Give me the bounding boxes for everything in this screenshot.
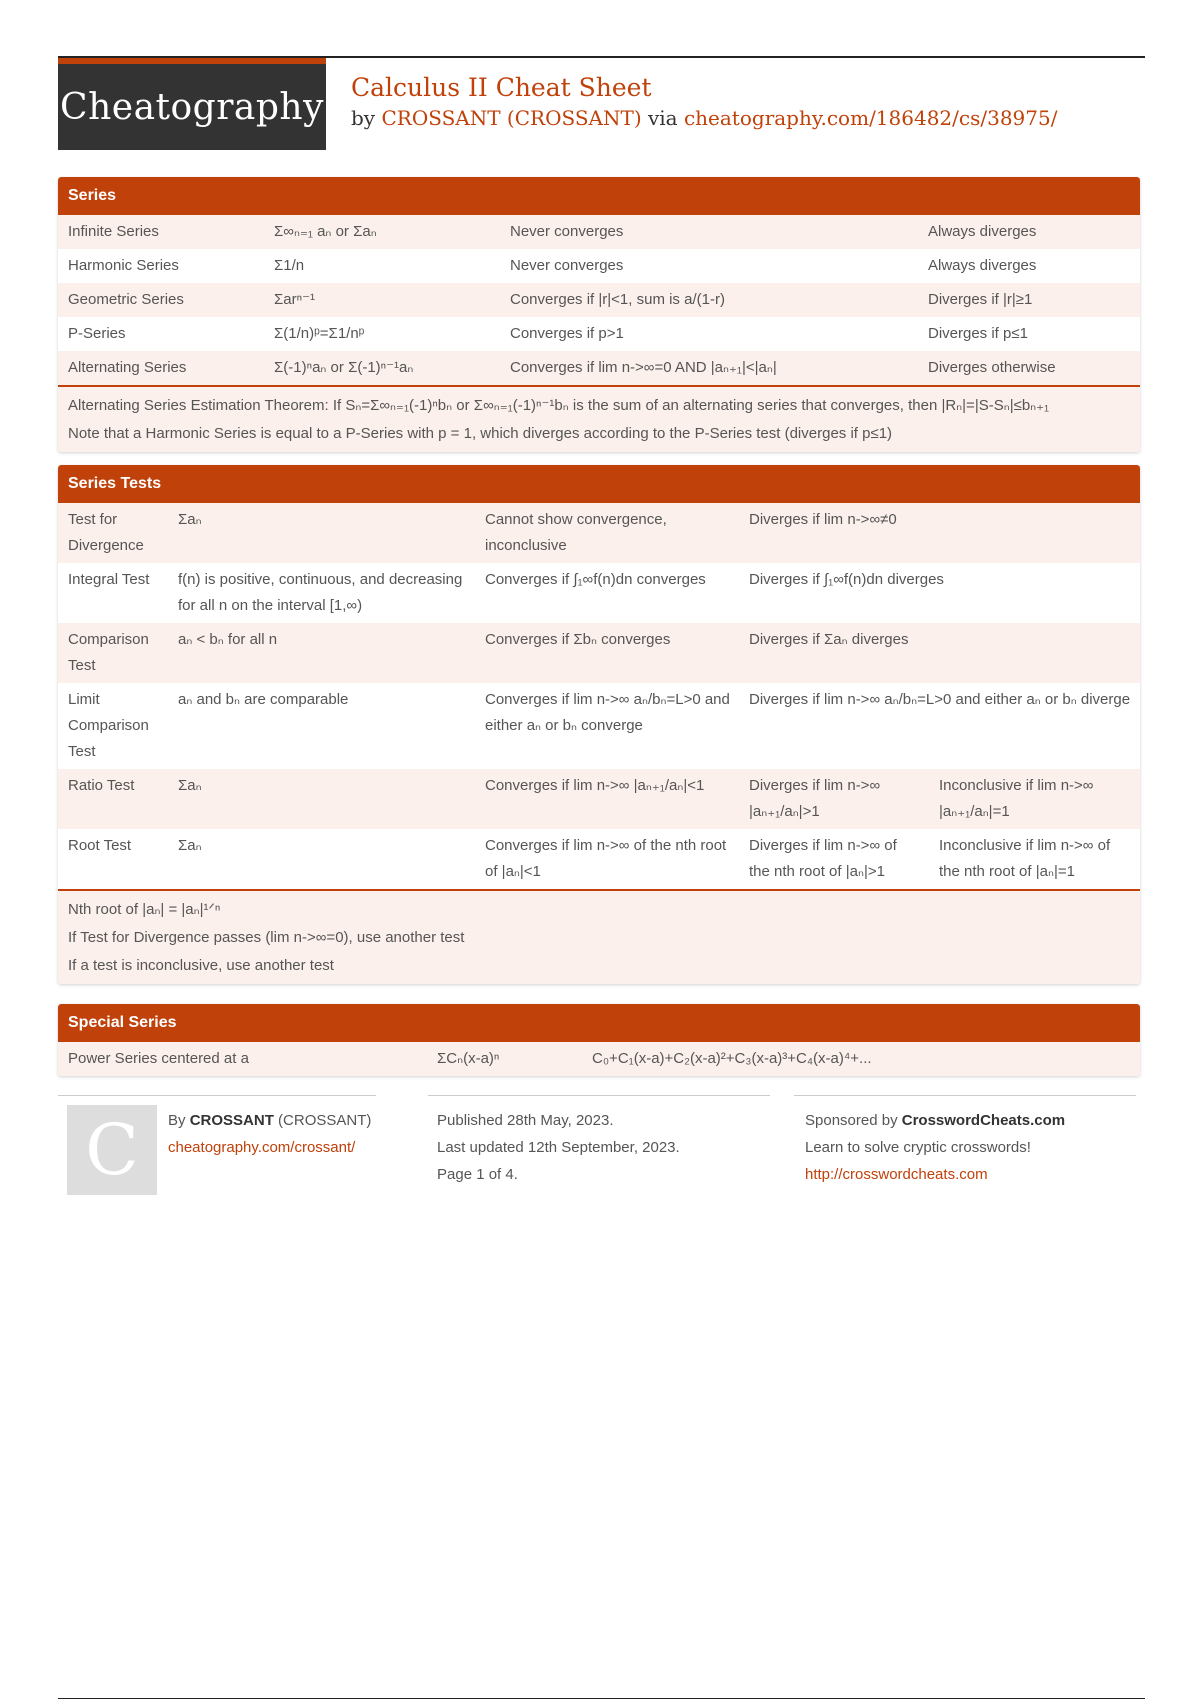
footer-sponsored-by: Sponsored by <box>805 1112 898 1129</box>
test-converges: Converges if lim n->∞ |aₙ₊₁/aₙ|<1 <box>475 769 739 829</box>
test-converges: Converges if Σbₙ converges <box>475 623 739 683</box>
footer-sponsor-name[interactable]: CrosswordCheats.com <box>901 1112 1066 1129</box>
special-series-heading: Special Series <box>58 1004 1140 1042</box>
footer-updated: Last updated 12th September, 2023. <box>437 1139 680 1156</box>
special-expansion: C₀+C₁(x-a)+C₂(x-a)²+C₃(x-a)³+C₄(x-a)⁴+... <box>582 1042 1140 1076</box>
test-condition: Σaₙ <box>168 769 475 829</box>
test-diverges: Diverges if Σaₙ diverges <box>739 623 1140 683</box>
footer-sponsor-block <box>805 1107 1065 1188</box>
note-text: If a test is inconclusive, use another test <box>68 957 334 974</box>
test-diverges: Diverges if lim n->∞ aₙ/bₙ=L>0 and either aₙ or bₙ diverge <box>739 683 1140 769</box>
series-form: Σarⁿ⁻¹ <box>264 283 500 317</box>
special-series-table <box>58 1042 1140 1076</box>
table-row <box>58 503 1140 563</box>
footer-divider <box>794 1095 1136 1096</box>
series-section <box>58 177 1140 452</box>
note-text: Alternating Series Estimation Theorem: If Sₙ=Σ∞ₙ₌₁(-1)ⁿbₙ or Σ∞ₙ₌₁(-1)ⁿ⁻¹bₙ is the sum of an alternating series that converges, then |Rₙ|=|S-Sₙ|≤bₙ₊₁ <box>68 397 1050 414</box>
series-diverges: Diverges if |r|≥1 <box>918 283 1140 317</box>
test-diverges: Diverges if lim n->∞ |aₙ₊₁/aₙ|>1 <box>739 769 929 829</box>
page-title: Calculus II Cheat Sheet <box>351 73 652 102</box>
test-inconclusive: Inconclusive if lim n->∞ |aₙ₊₁/aₙ|=1 <box>929 769 1140 829</box>
page-header <box>58 58 1145 154</box>
test-name: Comparison Test <box>58 623 168 683</box>
series-name: P-Series <box>58 317 264 351</box>
test-name: Test for Divergence <box>58 503 168 563</box>
test-diverges: Diverges if lim n->∞ of the nth root of |aₙ|>1 <box>739 829 929 889</box>
test-diverges: Diverges if ∫₁∞f(n)dn diverges <box>739 563 1140 623</box>
series-converges: Never converges <box>500 215 918 249</box>
test-condition: aₙ < bₙ for all n <box>168 623 475 683</box>
series-tests-notes <box>58 889 1140 984</box>
series-form: Σ∞ₙ₌₁ aₙ or Σaₙ <box>264 215 500 249</box>
footer-published: Published 28th May, 2023. <box>437 1112 614 1129</box>
test-name: Integral Test <box>58 563 168 623</box>
test-converges: Converges if lim n->∞ aₙ/bₙ=L>0 and either aₙ or bₙ converge <box>475 683 739 769</box>
footer-page: Page 1 of 4. <box>437 1166 518 1183</box>
test-name: Limit Comparison Test <box>58 683 168 769</box>
series-tests-table <box>58 503 1140 889</box>
table-row <box>58 623 1140 683</box>
test-condition: Σaₙ <box>168 503 475 563</box>
author-avatar[interactable]: C <box>67 1105 157 1195</box>
byline-by: by <box>351 106 376 130</box>
table-row <box>58 351 1140 385</box>
test-converges: Cannot show convergence, inconclusive <box>475 503 739 563</box>
byline-via: via <box>647 106 678 130</box>
series-tests-heading: Series Tests <box>58 465 1140 503</box>
bottom-rule <box>58 1698 1145 1699</box>
test-diverges: Diverges if lim n->∞≠0 <box>739 503 1140 563</box>
series-form: Σ(1/n)ᵖ=Σ1/nᵖ <box>264 317 500 351</box>
table-row <box>58 1042 1140 1076</box>
page-footer <box>58 1095 1145 1205</box>
table-row <box>58 683 1140 769</box>
table-row <box>58 829 1140 889</box>
footer-author-paren: (CROSSANT) <box>278 1112 372 1129</box>
test-name: Ratio Test <box>58 769 168 829</box>
byline-author-link[interactable]: CROSSANT (CROSSANT) <box>381 106 642 130</box>
series-converges: Converges if lim n->∞=0 AND |aₙ₊₁|<|aₙ| <box>500 351 918 385</box>
series-name: Harmonic Series <box>58 249 264 283</box>
footer-author-line <box>168 1107 371 1134</box>
table-row <box>58 283 1140 317</box>
test-inconclusive: Inconclusive if lim n->∞ of the nth root of |aₙ|=1 <box>929 829 1140 889</box>
series-name: Geometric Series <box>58 283 264 317</box>
table-row <box>58 563 1140 623</box>
footer-author-block <box>168 1107 371 1161</box>
footer-sponsor-tagline: Learn to solve cryptic crosswords! <box>805 1139 1031 1156</box>
series-heading: Series <box>58 177 1140 215</box>
series-converges: Converges if |r|<1, sum is a/(1-r) <box>500 283 918 317</box>
cheatography-logo[interactable]: Cheatography <box>58 58 326 150</box>
table-row <box>58 769 1140 829</box>
note-text: If Test for Divergence passes (lim n->∞=0), use another test <box>68 929 465 946</box>
series-table <box>58 215 1140 385</box>
footer-divider <box>428 1095 770 1096</box>
series-form: Σ(-1)ⁿaₙ or Σ(-1)ⁿ⁻¹aₙ <box>264 351 500 385</box>
series-diverges: Diverges if p≤1 <box>918 317 1140 351</box>
special-name: Power Series centered at a <box>58 1042 427 1076</box>
footer-by: By <box>168 1112 186 1129</box>
byline <box>351 104 1057 132</box>
note-text: Note that a Harmonic Series is equal to a P-Series with p = 1, which diverges according to the P-Series test (diverges if p≤1) <box>68 425 893 442</box>
byline-url-link[interactable]: cheatography.com/186482/cs/38975/ <box>683 106 1058 130</box>
series-name: Alternating Series <box>58 351 264 385</box>
note-text: Nth root of |aₙ| = |aₙ|¹ᐟⁿ <box>68 901 221 918</box>
test-converges: Converges if lim n->∞ of the nth root of |aₙ|<1 <box>475 829 739 889</box>
special-series-section <box>58 1004 1140 1076</box>
series-diverges: Always diverges <box>918 249 1140 283</box>
footer-sponsor-url[interactable]: http://crosswordcheats.com <box>805 1166 988 1183</box>
special-form: ΣCₙ(x-a)ⁿ <box>427 1042 582 1076</box>
table-row <box>58 215 1140 249</box>
test-name: Root Test <box>58 829 168 889</box>
footer-publish-block <box>437 1107 680 1188</box>
series-diverges: Diverges otherwise <box>918 351 1140 385</box>
test-condition: Σaₙ <box>168 829 475 889</box>
test-condition: f(n) is positive, continuous, and decreasing for all n on the interval [1,∞) <box>168 563 475 623</box>
series-converges: Never converges <box>500 249 918 283</box>
series-name: Infinite Series <box>58 215 264 249</box>
series-form: Σ1/n <box>264 249 500 283</box>
table-row <box>58 249 1140 283</box>
table-row <box>58 317 1140 351</box>
footer-author-link[interactable]: CROSSANT <box>189 1112 274 1129</box>
footer-sponsor-line <box>805 1107 1065 1134</box>
series-notes <box>58 385 1140 452</box>
title-block <box>351 72 1057 132</box>
test-converges: Converges if ∫₁∞f(n)dn converges <box>475 563 739 623</box>
footer-author-url[interactable]: cheatography.com/crossant/ <box>168 1139 356 1156</box>
series-converges: Converges if p>1 <box>500 317 918 351</box>
test-condition: aₙ and bₙ are comparable <box>168 683 475 769</box>
footer-divider <box>58 1095 376 1096</box>
series-tests-section <box>58 465 1140 984</box>
series-diverges: Always diverges <box>918 215 1140 249</box>
